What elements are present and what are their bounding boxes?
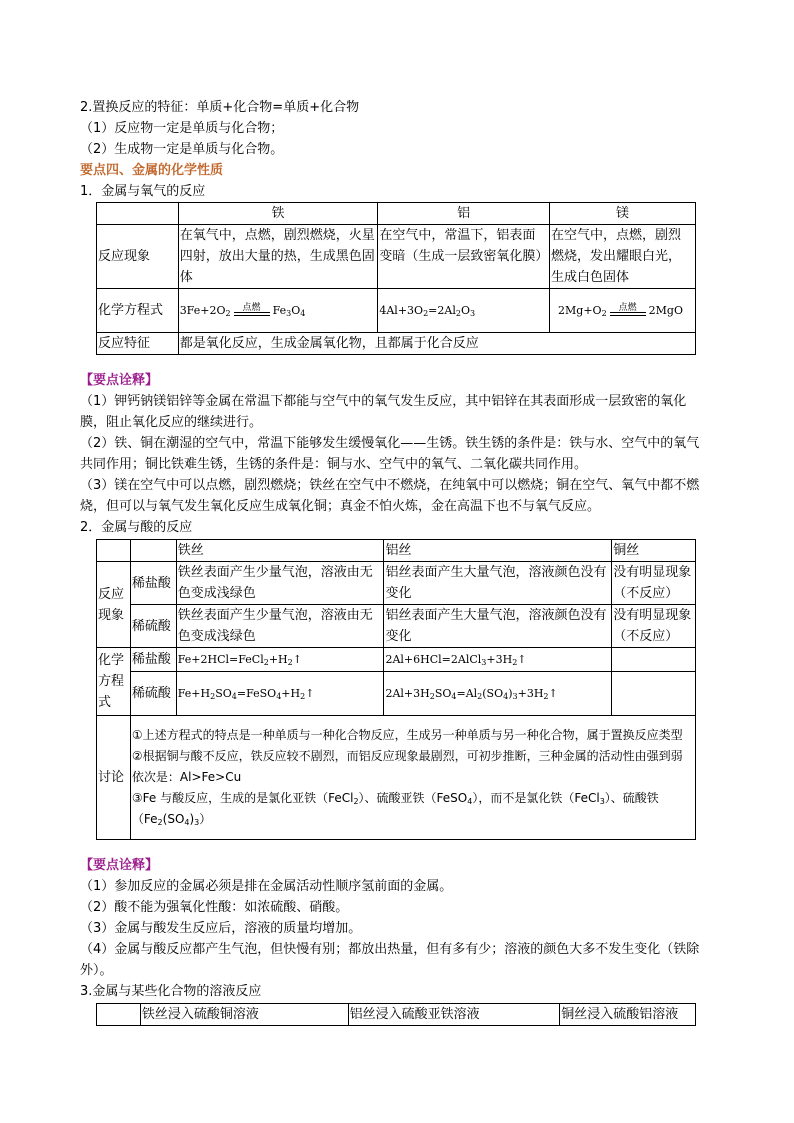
row-header-feature: 反应特征: [97, 333, 179, 355]
acid-h2so4-label: 稀硫酸: [130, 605, 176, 648]
reaction-feature: 都是氧化反应，生成金属氧化物，且都属于化合反应: [178, 333, 695, 355]
oxygen-table-corner: [97, 203, 179, 225]
notes-2-point-2: （2）酸不能为强氧化性酸：如浓硫酸、硝酸。: [80, 900, 349, 915]
notes-1-point-1: （1）钾钙钠镁铝锌等金属在常温下都能与空气中的氧气发生反应，其中铝锌在其表面形成一层致密的氧化膜，阻止氧化反应的继续进行。: [80, 394, 687, 430]
condition-label: 点燃: [242, 303, 261, 313]
salt-table: [96, 1003, 696, 1026]
col-header-cu-wire: 铜丝: [612, 540, 696, 562]
fe-hcl-equation: $Fe+2HCl=FeCl_2+H_2↑$: [176, 648, 384, 672]
discussion-point-3: ③Fe 与酸反应，生成的是氯化亚铁（FeCl$_2$）、硫酸亚铁（FeSO$_4$），而不是氯化铁（FeCl$_3$）、硫酸铁$(Fe_2(SO_4)_3)$: [131, 791, 659, 827]
row-header-discussion: 讨论: [97, 716, 131, 840]
notes-2-point-3: （3）金属与酸发生反应后，溶液的质量均增加。: [80, 921, 362, 936]
displacement-section: [80, 97, 706, 202]
acid-table: [96, 539, 696, 840]
displacement-point-2: （2）生成物一定是单质与化合物。: [80, 142, 284, 157]
discussion-point-2: ②根据铜与酸不反应，铁反应较不剧烈，而铝反应现象最剧烈，可初步推断，三种金属的活动性由强到弱依次是：Al>Fe>Cu: [131, 749, 683, 784]
row-header-equation: 化学方程式: [97, 289, 179, 333]
fe-phenomenon: 在氧气中，点燃，剧烈燃烧，火星四射，放出大量的热，生成黑色固体: [178, 225, 378, 289]
al-phenomenon: 在空气中，常温下，铝表面变暗（生成一层致密氧化膜）: [378, 225, 550, 289]
fe-oxygen-equation: $3Fe+2O_2$ 点燃 $Fe_3O_4$: [178, 289, 378, 333]
fe-h2so4-equation: $Fe+H_2SO_4=FeSO_4+H_2↑$: [176, 672, 384, 716]
salt-title: 3.金属与某些化合物的溶液反应: [80, 984, 262, 999]
row-header-acid-equation: 化学方程式: [97, 648, 131, 716]
acid-hcl-label-2: 稀盐酸: [130, 648, 176, 672]
acid-h2so4-label-2: 稀硫酸: [130, 672, 176, 716]
notes-1: [80, 370, 708, 538]
notes-2-point-4: （4）金属与酸反应都产生气泡，但快慢有别；都放出热量，但有多有少；溶液的颜色大多不发生变化（铁除外）。: [80, 942, 700, 978]
col-header-fe: 铁: [178, 203, 378, 225]
notes-2-title: 【要点诠释】: [80, 858, 159, 873]
cu-hcl-phenomenon: 没有明显现象（不反应）: [612, 562, 696, 605]
notes-2-point-1: （1）参加反应的金属必须是排在金属活动性顺序氢前面的金属。: [80, 879, 453, 894]
col-header-al-wire: 铝丝: [384, 540, 612, 562]
salt-col-2: 铝丝浸入硫酸亚铁溶液: [348, 1004, 560, 1026]
fe-hcl-phenomenon: 铁丝表面产生少量气泡，溶液由无色变成浅绿色: [176, 562, 384, 605]
mg-phenomenon: 在空气中，点燃，剧烈燃烧，发出耀眼白光，生成白色固体: [550, 225, 696, 289]
salt-col-1: 铁丝浸入硫酸铜溶液: [140, 1004, 348, 1026]
al-h2so4-equation: $2Al+3H_2SO_4=Al_2(SO_4)_3+3H_2↑$: [384, 672, 612, 716]
section-4-title: 要点四、金属的化学性质: [80, 163, 224, 178]
notes-2: [80, 855, 708, 1002]
row-header-phenomenon: 反应现象: [97, 225, 179, 289]
oxygen-table: [96, 202, 696, 355]
acid-hcl-label: 稀盐酸: [130, 562, 176, 605]
acid-table-corner-a: [97, 540, 131, 562]
col-header-mg: 镁: [550, 203, 696, 225]
cu-h2so4-phenomenon: 没有明显现象（不反应）: [612, 605, 696, 648]
al-h2so4-phenomenon: 铝丝表面产生大量气泡，溶液颜色没有变化: [384, 605, 612, 648]
mg-oxygen-equation: $2Mg+O_2$ 点燃 2MgO: [550, 289, 696, 333]
al-hcl-phenomenon: 铝丝表面产生大量气泡，溶液颜色没有变化: [384, 562, 612, 605]
al-oxygen-equation: $4Al+3O_2=2Al_2O_3$: [378, 289, 550, 333]
cu-hcl-equation-empty: [612, 648, 696, 672]
notes-1-point-3: （3）镁在空气中可以点燃，剧烈燃烧；铁丝在空气中不燃烧，在纯氧中可以燃烧；铜在空气、氧气中都不燃烧，但可以与氧气发生氧化反应生成氧化铜；真金不怕火炼，金在高温下也不与氧气反应。: [80, 478, 700, 514]
col-header-al: 铝: [378, 203, 550, 225]
displacement-heading: 2.置换反应的特征：单质+化合物=单质+化合物: [80, 100, 360, 115]
salt-col-3: 铜丝浸入硫酸铝溶液: [560, 1004, 696, 1026]
col-header-fe-wire: 铁丝: [176, 540, 384, 562]
cu-h2so4-equation-empty: [612, 672, 696, 716]
discussion-cell: [130, 716, 695, 840]
notes-1-title: 【要点诠释】: [80, 373, 159, 388]
notes-1-point-2: （2）铁、铜在潮湿的空气中，常温下能够发生缓慢氧化——生锈。铁生锈的条件是：铁与水、空气中的氧气共同作用；铜比铁难生锈，生锈的条件是：铜与水、空气中的氧气、二氧化碳共同作用。: [80, 436, 700, 472]
al-hcl-equation: $2Al+6HCl=2AlCl_3+3H_2↑$: [384, 648, 612, 672]
condition-label: 点燃: [618, 303, 637, 313]
displacement-point-1: （1）反应物一定是单质与化合物；: [80, 121, 284, 136]
acid-title: 2．金属与酸的反应: [80, 520, 193, 535]
oxygen-title: 1．金属与氧气的反应: [80, 184, 206, 199]
fe-h2so4-phenomenon: 铁丝表面产生少量气泡，溶液由无色变成浅绿色: [176, 605, 384, 648]
row-header-acid-phenomenon: 反应现象: [97, 562, 131, 648]
salt-table-corner: [97, 1004, 141, 1026]
acid-table-corner-b: [130, 540, 176, 562]
discussion-point-1: ①上述方程式的特点是一种单质与一种化合物反应，生成另一种单质与另一种化合物，属于置换反应类型: [131, 728, 683, 742]
